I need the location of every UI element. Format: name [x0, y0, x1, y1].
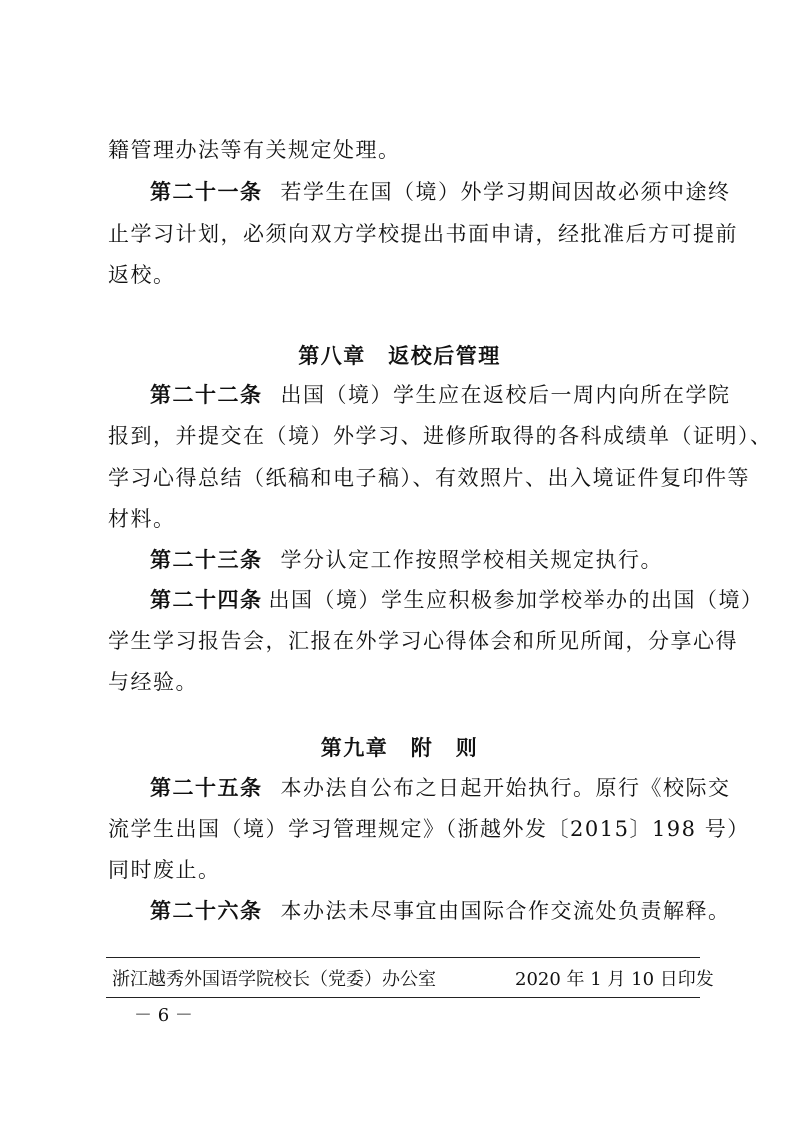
article-21-line-2: 止学习计划，必须向双方学校提出书面申请，经批准后方可提前	[108, 222, 738, 246]
article-21-line-1	[150, 178, 731, 206]
article-22-text-1: 出国（境）学生应在返校后一周内向所在学院	[280, 383, 731, 407]
article-25-line-3: 同时废止。	[108, 858, 221, 882]
footer-bottom-rule	[106, 997, 700, 998]
footer-top-rule	[106, 957, 700, 958]
chapter-9-heading: 第九章 附 则	[320, 735, 479, 760]
article-22-line-2: 报到，并提交在（境）外学习、进修所取得的各科成绩单（证明）、	[108, 424, 773, 448]
article-22-line-3: 学习心得总结（纸稿和电子稿）、有效照片、出入境证件复印件等	[108, 466, 750, 490]
article-21-label: 第二十一条	[150, 179, 263, 204]
article-23-label: 第二十三条	[150, 547, 263, 572]
article-24-label: 第二十四条	[150, 587, 263, 612]
article-24-line-3: 与经验。	[108, 670, 198, 694]
article-22-line-4: 材料。	[108, 507, 176, 531]
article-22-line-1	[150, 381, 731, 409]
chapter-8-heading: 第八章 返校后管理	[298, 343, 501, 368]
article-25-line-2: 流学生出国（境）学习管理规定》（浙越外发〔2015〕198 号）	[108, 817, 750, 841]
article-25-text-1: 本办法自公布之日起开始执行。原行《校际交	[280, 776, 731, 800]
article-24-line-1	[150, 586, 764, 614]
footer-date: 2020 年 1 月 10 日印发	[515, 969, 714, 990]
article-26-label: 第二十六条	[150, 898, 263, 923]
article-24-text-1: 出国（境）学生应积极参加学校举办的出国（境）	[268, 588, 764, 612]
footer-issuer: 浙江越秀外国语学院校长（党委）办公室	[112, 969, 436, 990]
article-22-label: 第二十二条	[150, 382, 263, 407]
article-25-label: 第二十五条	[150, 775, 263, 800]
page-number: － 6 －	[134, 1005, 193, 1026]
article-21-text-1: 若学生在国（境）外学习期间因故必须中途终	[280, 180, 731, 204]
article-26-text-1: 本办法未尽事宜由国际合作交流处负责解释。	[280, 899, 731, 923]
article-25-line-1	[150, 774, 731, 802]
article-23-text-1: 学分认定工作按照学校相关规定执行。	[280, 548, 663, 572]
article-23-line-1	[150, 546, 663, 574]
article-26-line-1	[150, 897, 731, 925]
article-21-line-3: 返校。	[108, 263, 176, 287]
continuation-line: 籍管理办法等有关规定处理。	[108, 138, 401, 162]
article-24-line-2: 学生学习报告会，汇报在外学习心得体会和所见所闻，分享心得	[108, 629, 738, 653]
